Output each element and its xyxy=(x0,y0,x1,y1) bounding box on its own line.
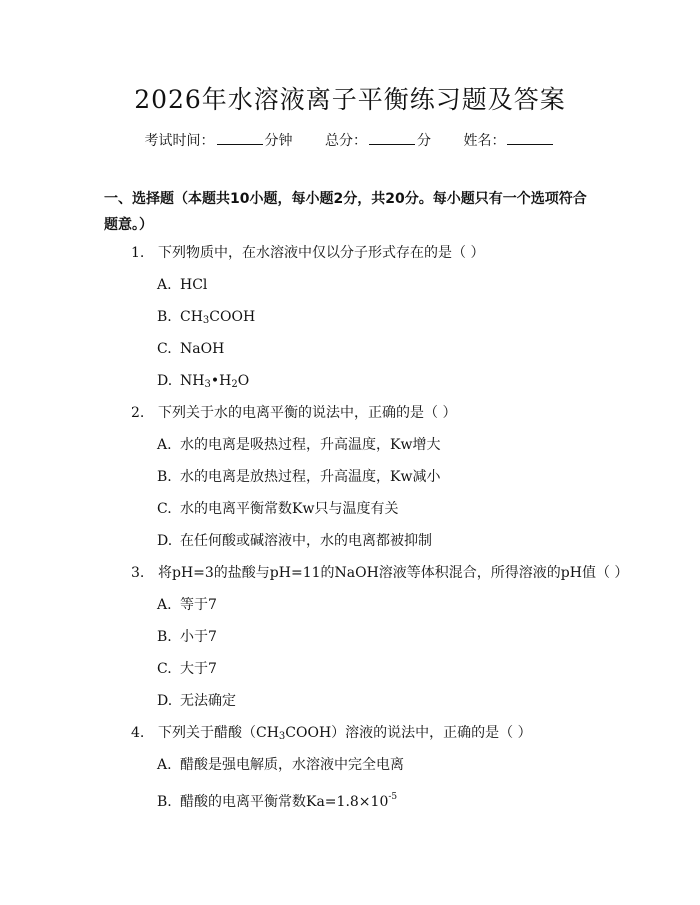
option-text-post: COOH xyxy=(209,309,256,325)
total-score-label: 总分： xyxy=(325,133,367,149)
option-subscript: 2 xyxy=(231,379,238,390)
option-letter: A. xyxy=(157,437,172,453)
option-1a xyxy=(157,275,207,295)
option-text: NaOH xyxy=(180,341,225,357)
section-heading-line1: 一、选择题（本题共10小题，每小题2分，共20分。每小题只有一个选项符合 xyxy=(104,191,587,207)
exam-time-blank xyxy=(217,132,263,145)
option-text-post: O xyxy=(237,373,250,389)
option-3c xyxy=(157,659,217,679)
name-label: 姓名： xyxy=(463,133,506,149)
name-field xyxy=(463,133,555,149)
option-subscript: 3 xyxy=(202,315,210,326)
total-score-blank xyxy=(369,132,415,145)
page-title: 2026年水溶液离子平衡练习题及答案 xyxy=(134,85,566,114)
option-text: 醋酸是强电解质，水溶液中完全电离 xyxy=(180,757,404,773)
option-2a xyxy=(157,435,440,455)
question-1 xyxy=(131,243,484,263)
option-2b xyxy=(157,467,440,487)
exam-time-field xyxy=(145,133,293,149)
question-4 xyxy=(131,723,532,747)
option-letter: C. xyxy=(157,661,172,677)
option-letter: D. xyxy=(157,533,173,549)
exam-time-unit: 分钟 xyxy=(264,133,293,149)
option-text: 等于7 xyxy=(180,597,217,613)
option-text-pre: NH xyxy=(180,373,205,389)
question-text: 下列关于水的电离平衡的说法中，正确的是（ ） xyxy=(158,405,457,421)
option-text-pre: 醋酸的电离平衡常数Ka=1.8×10 xyxy=(180,794,389,810)
question-subscript: 3 xyxy=(278,731,286,742)
option-3d xyxy=(157,691,236,711)
option-3b xyxy=(157,627,217,647)
option-text: 水的电离是吸热过程，升高温度，Kw增大 xyxy=(180,437,441,453)
option-letter: B. xyxy=(157,469,172,485)
option-letter: D. xyxy=(157,693,173,709)
option-text: HCl xyxy=(180,277,208,293)
question-number: 1. xyxy=(131,245,145,261)
option-2c xyxy=(157,499,398,519)
option-text: 水的电离平衡常数Kw只与温度有关 xyxy=(180,501,399,517)
option-letter: C. xyxy=(157,501,172,517)
option-1d xyxy=(157,371,249,395)
option-letter: A. xyxy=(157,757,172,773)
option-letter: A. xyxy=(157,597,172,613)
option-text: 小于7 xyxy=(180,629,217,645)
option-4b xyxy=(157,787,397,812)
option-letter: B. xyxy=(157,629,172,645)
option-letter: A. xyxy=(157,277,172,293)
question-number: 2. xyxy=(131,405,145,421)
total-score-unit: 分 xyxy=(417,133,431,149)
question-text-post: COOH）溶液的说法中，正确的是（ ） xyxy=(285,725,532,741)
option-4a xyxy=(157,755,404,775)
option-1b xyxy=(157,307,255,331)
exam-time-label: 考试时间： xyxy=(144,133,215,149)
option-superscript: -5 xyxy=(388,792,398,802)
question-2 xyxy=(131,403,456,423)
section-heading-line2: 题意。） xyxy=(104,217,153,233)
option-letter: B. xyxy=(157,309,172,325)
option-3a xyxy=(157,595,217,615)
question-text: 下列物质中，在水溶液中仅以分子形式存在的是（ ） xyxy=(158,245,485,261)
option-text: 水的电离是放热过程，升高温度，Kw减小 xyxy=(180,469,441,485)
option-letter: C. xyxy=(157,341,172,357)
option-letter: B. xyxy=(157,794,172,810)
option-subscript: 3 xyxy=(204,379,211,390)
option-letter: D. xyxy=(157,373,173,389)
question-number: 4. xyxy=(131,725,145,741)
option-text-pre: CH xyxy=(180,309,203,325)
section-heading xyxy=(104,186,604,238)
question-number: 3. xyxy=(131,565,145,581)
option-text: 大于7 xyxy=(180,661,217,677)
name-blank xyxy=(507,132,553,145)
option-text: 在任何酸或碱溶液中，水的电离都被抑制 xyxy=(180,533,432,549)
question-text-pre: 下列关于醋酸（CH xyxy=(158,725,279,741)
option-text-mid: •H xyxy=(210,373,232,389)
total-score-field xyxy=(325,133,431,149)
option-1c xyxy=(157,339,224,359)
exam-info-line xyxy=(0,131,700,151)
option-2d xyxy=(157,531,432,551)
question-3 xyxy=(131,563,628,583)
option-text: 无法确定 xyxy=(180,693,236,709)
question-text: 将pH=3的盐酸与pH=11的NaOH溶液等体积混合，所得溶液的pH值（ ） xyxy=(158,565,629,581)
